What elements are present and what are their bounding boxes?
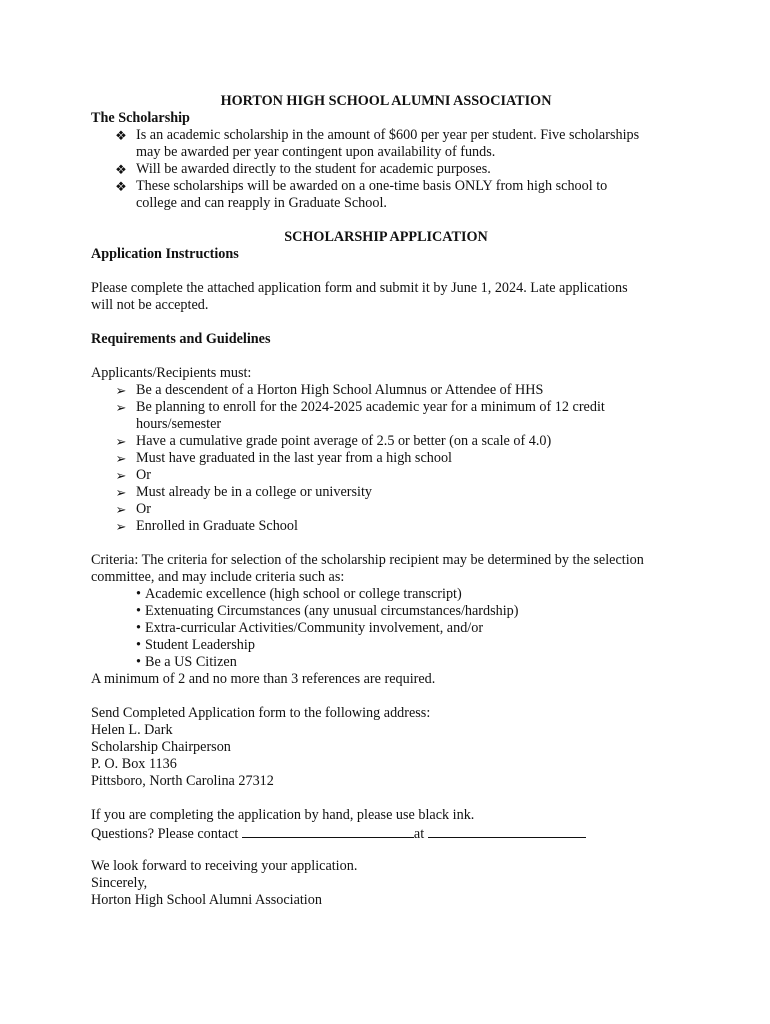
bullet-icon: • (136, 586, 141, 602)
list-item: ➢ Or (91, 501, 681, 518)
black-ink-note: If you are completing the application by hand, please use black ink. (91, 807, 475, 823)
list-item: ➢ Enrolled in Graduate School (91, 518, 681, 535)
instructions-heading: Application Instructions (91, 246, 239, 262)
address-intro: Send Completed Application form to the following address: (91, 705, 431, 721)
list-item: ➢ Be a descendent of a Horton High School Alumnus or Attendee of HHS (91, 382, 681, 399)
arrow-bullet-icon: ➢ (115, 400, 127, 415)
list-item: • Extenuating Circumstances (any unusual circumstances/hardship) (136, 603, 519, 619)
diamond-bullet-icon: ❖ (115, 162, 127, 177)
arrow-bullet-icon: ➢ (115, 383, 127, 398)
list-item: • Academic excellence (high school or college transcript) (136, 586, 462, 602)
document-title: HORTON HIGH SCHOOL ALUMNI ASSOCIATION (220, 93, 552, 109)
arrow-bullet-icon: ➢ (115, 485, 127, 500)
arrow-bullet-icon: ➢ (115, 502, 127, 517)
questions-line: Questions? Please contact at (91, 824, 681, 841)
list-item: ➢ Be planning to enroll for the 2024-2025 academic year for a minimum of 12 credit hours/semester (91, 399, 681, 433)
list-item: • Student Leadership (136, 637, 255, 653)
application-title: SCHOLARSHIP APPLICATION (284, 229, 488, 245)
closing: We look forward to receiving your application. Sincerely, Horton High School Alumni Association (91, 858, 358, 908)
list-item: ➢ Must have graduated in the last year from a high school (91, 450, 681, 467)
requirements-heading: Requirements and Guidelines (91, 331, 271, 347)
scholarship-list (91, 127, 681, 212)
list-item: • Extra-curricular Activities/Community involvement, and/or (136, 620, 484, 636)
references-note: A minimum of 2 and no more than 3 references are required. (91, 671, 436, 687)
instructions-paragraph: Please complete the attached application form and submit it by June 1, 2024. Late applications will not be accepted. (91, 280, 628, 313)
arrow-bullet-icon: ➢ (115, 468, 127, 483)
list-item: • Be a US Citizen (136, 654, 237, 670)
contact-info-blank[interactable] (428, 824, 586, 838)
list-item: ❖ These scholarships will be awarded on a one-time basis ONLY from high school to college and can reapply in Graduate School. (91, 178, 681, 212)
criteria-paragraph: Criteria: The criteria for selection of the scholarship recipient may be determined by the selection committee, and may include criteria such as: (91, 552, 644, 585)
bullet-icon: • (136, 637, 141, 653)
contact-name-blank[interactable] (242, 824, 414, 838)
document-page (91, 93, 681, 909)
diamond-bullet-icon: ❖ (115, 179, 127, 194)
arrow-bullet-icon: ➢ (115, 451, 127, 466)
criteria-list (91, 586, 681, 671)
mailing-address: Helen L. Dark Scholarship Chairperson P. O. Box 1136 Pittsboro, North Carolina 27312 (91, 722, 274, 789)
bullet-icon: • (136, 603, 141, 619)
scholarship-heading: The Scholarship (91, 110, 190, 126)
list-item: ❖ Will be awarded directly to the student for academic purposes. (91, 161, 681, 178)
list-item: ➢ Have a cumulative grade point average of 2.5 or better (on a scale of 4.0) (91, 433, 681, 450)
diamond-bullet-icon: ❖ (115, 128, 127, 143)
bullet-icon: • (136, 654, 141, 670)
list-item: ➢ Or (91, 467, 681, 484)
requirements-intro: Applicants/Recipients must: (91, 365, 252, 381)
list-item: ❖ Is an academic scholarship in the amount of $600 per year per student. Five scholarships may be awarded per year contingent upon availability of funds. (91, 127, 681, 161)
bullet-icon: • (136, 620, 141, 636)
list-item: ➢ Must already be in a college or university (91, 484, 681, 501)
requirements-list (91, 382, 681, 535)
arrow-bullet-icon: ➢ (115, 434, 127, 449)
arrow-bullet-icon: ➢ (115, 519, 127, 534)
